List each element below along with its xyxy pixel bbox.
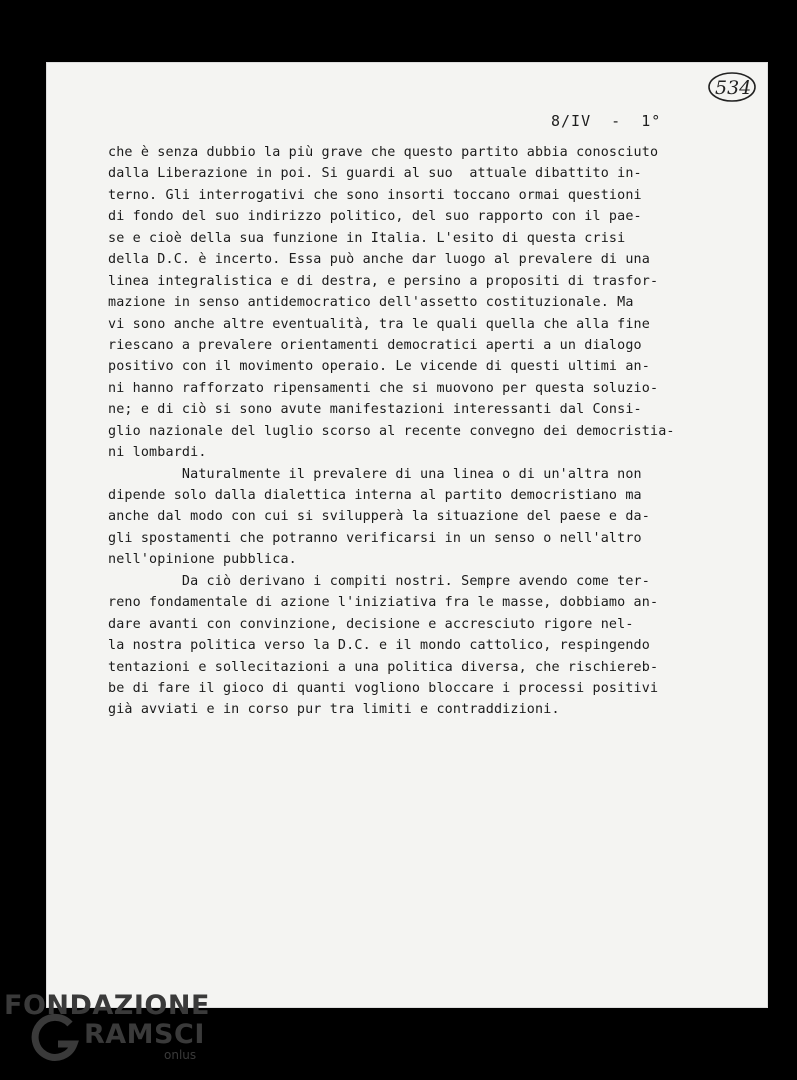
text-line: terno. Gli interrogativi che sono insorti toccano ormai questioni (108, 187, 642, 203)
text-line: ne; e di ciò si sono avute manifestazioni interessanti dal Consi- (108, 402, 642, 418)
text-line: glio nazionale del luglio scorso al recente convegno dei democristia- (108, 423, 675, 439)
stamp-number-text: 534 (715, 77, 752, 99)
text-line: già avviati e in corso pur tra limiti e contraddizioni. (108, 702, 560, 718)
watermark-line1: FONDAZIONE (4, 990, 210, 1021)
text-line: se e cioè della sua funzione in Italia. L'esito di questa crisi (108, 230, 626, 246)
text-line: della D.C. è incerto. Essa può anche dar luogo al prevalere di una (108, 252, 650, 268)
text-line: che è senza dubbio la più grave che questo partito abbia conosciuto (108, 145, 659, 160)
handwritten-page-number (706, 70, 758, 104)
text-line: dipende solo dalla dialettica interna al partito democristiano ma (108, 488, 642, 503)
text-line: gli spostamenti che potranno verificarsi in un senso o nell'altro (108, 530, 642, 546)
text-line: mazione in senso antidemocratico dell'assetto costituzionale. Ma (108, 295, 634, 311)
text-line: tentazioni e sollecitazioni a una politica diversa, che rischiereb- (108, 659, 659, 675)
text-line: la nostra politica verso la D.C. e il mondo cattolico, respingendo (108, 638, 650, 654)
text-line: dare avanti con convinzione, decisione e accresciuto rigore nel- (108, 616, 634, 632)
text-line: vi sono anche altre eventualità, tra le quali quella che alla fine (108, 316, 650, 332)
handwritten-stamp-icon (706, 70, 758, 104)
text-line: positivo con il movimento operaio. Le vicende di questi ultimi an- (108, 359, 650, 375)
text-line: di fondo del suo indirizzo politico, del suo rapporto con il pae- (108, 209, 642, 225)
page-reference: 8/IV - 1° (551, 112, 662, 130)
gramsci-g-logo-icon (30, 1012, 80, 1064)
body-text (108, 142, 758, 721)
watermark-line3: onlus (164, 1048, 197, 1062)
text-line: riescano a prevalere orientamenti democratici aperti a un dialogo (108, 337, 642, 353)
text-line: nell'opinione pubblica. (108, 552, 297, 568)
fondazione-gramsci-watermark (0, 990, 230, 1070)
text-line: reno fondamentale di azione l'iniziativa fra le masse, dobbiamo an- (108, 595, 659, 611)
text-line: Da ciò derivano i compiti nostri. Sempre avendo come ter- (108, 573, 650, 589)
text-line: anche dal modo con cui si svilupperà la situazione del paese e da- (108, 509, 650, 525)
text-line: ni lombardi. (108, 445, 207, 461)
text-line: dalla Liberazione in poi. Si guardi al suo attuale dibattito in- (108, 166, 642, 182)
text-line: be di fare il gioco di quanti vogliono bloccare i processi positivi (108, 680, 659, 696)
text-line: Naturalmente il prevalere di una linea o di un'altra non (108, 466, 642, 482)
watermark-line2: RAMSCI (84, 1019, 205, 1050)
document-page (46, 62, 768, 1008)
text-line: linea integralistica e di destra, e persino a propositi di trasfor- (108, 273, 659, 289)
text-line: ni hanno rafforzato ripensamenti che si muovono per questa soluzio- (108, 380, 659, 396)
